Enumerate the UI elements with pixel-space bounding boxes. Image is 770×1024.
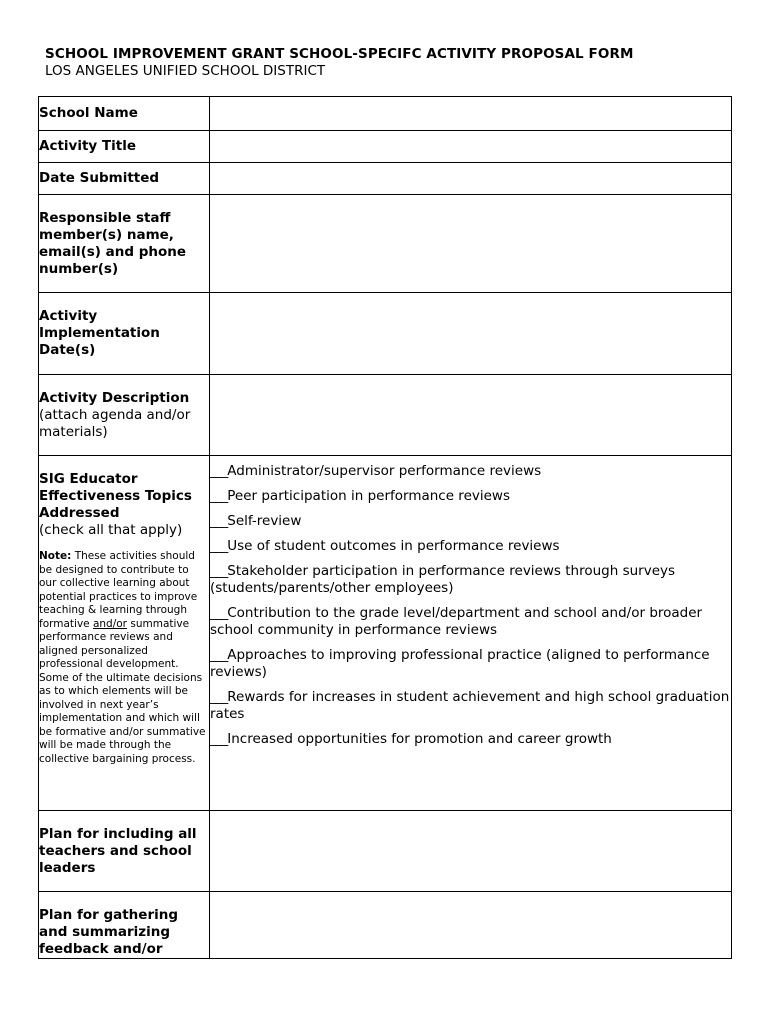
topic-option[interactable]: ___Administrator/supervisor performance reviews (210, 463, 542, 479)
note-heading: Note: (39, 550, 72, 562)
checkbox-blank: ___ (210, 731, 228, 747)
row-plan-teachers (39, 811, 732, 892)
implementation-dates-label: Activity Implementation Date(s) (39, 308, 160, 358)
note-text-part2: summative performance reviews and aligned personalized professional development. Some of the ultimate decisions as to which elements will be involved in next year’s implementation and which will be formative and/or summative will be made through the collective bargaining process. (39, 617, 206, 765)
sig-topics-options (210, 456, 732, 811)
checkbox-blank: ___ (210, 513, 228, 529)
row-implementation-dates (39, 293, 732, 375)
plan-feedback-field[interactable] (210, 892, 732, 959)
topic-option[interactable]: ___Self-review (210, 513, 302, 529)
plan-teachers-label: Plan for including all teachers and school leaders (39, 826, 197, 876)
checkbox-blank: ___ (210, 689, 228, 705)
activity-description-hint: (attach agenda and/or materials) (39, 407, 191, 440)
sig-topics-label: SIG Educator Effectiveness Topics Addressed (39, 471, 192, 521)
row-activity-description (39, 375, 732, 456)
topic-option[interactable]: ___Stakeholder participation in performance reviews through surveys (students/parents/other employees) (210, 563, 676, 596)
date-submitted-label: Date Submitted (39, 170, 160, 186)
checkbox-blank: ___ (210, 647, 228, 663)
note-underlined: and/or (92, 617, 128, 630)
topic-option[interactable]: ___Approaches to improving professional practice (aligned to performance reviews) (210, 647, 710, 680)
row-activity-title (39, 131, 732, 163)
date-submitted-field[interactable] (210, 163, 732, 195)
responsible-staff-label: Responsible staff member(s) name, email(s) and phone number(s) (39, 210, 187, 277)
sig-topics-note (39, 550, 209, 766)
row-plan-feedback (39, 892, 732, 959)
activity-title-label: Activity Title (39, 138, 136, 154)
checkbox-blank: ___ (210, 463, 228, 479)
form-header (45, 46, 633, 80)
plan-teachers-field[interactable] (210, 811, 732, 892)
activity-description-field[interactable] (210, 375, 732, 456)
proposal-form-table (38, 96, 732, 959)
responsible-staff-field[interactable] (210, 195, 732, 293)
school-name-label: School Name (39, 105, 138, 121)
row-school-name (39, 97, 732, 131)
topic-option[interactable]: ___Increased opportunities for promotion and career growth (210, 731, 612, 747)
plan-feedback-label: Plan for gathering and summarizing feedback and/or (39, 907, 179, 957)
checkbox-blank: ___ (210, 563, 228, 579)
checkbox-blank: ___ (210, 488, 228, 504)
activity-description-label: Activity Description (39, 390, 190, 406)
row-responsible-staff (39, 195, 732, 293)
implementation-dates-field[interactable] (210, 293, 732, 375)
activity-title-field[interactable] (210, 131, 732, 163)
topic-option[interactable]: ___Rewards for increases in student achievement and high school graduation rates (210, 689, 730, 722)
district-name: LOS ANGELES UNIFIED SCHOOL DISTRICT (45, 63, 326, 79)
row-sig-topics (39, 456, 732, 811)
checkbox-blank: ___ (210, 605, 228, 621)
school-name-field[interactable] (210, 97, 732, 131)
topic-option[interactable]: ___Peer participation in performance reviews (210, 488, 510, 504)
topic-option[interactable]: ___Contribution to the grade level/department and school and/or broader school community in performance reviews (210, 605, 703, 638)
form-title: SCHOOL IMPROVEMENT GRANT SCHOOL-SPECIFC ACTIVITY PROPOSAL FORM (45, 46, 634, 62)
checkbox-blank: ___ (210, 538, 228, 554)
topic-option[interactable]: ___Use of student outcomes in performance reviews (210, 538, 560, 554)
row-date-submitted (39, 163, 732, 195)
note-text-part1: These activities should be designed to contribute to our collective learning about potential practices to improve teaching & learning through formative (39, 550, 198, 630)
sig-topics-hint: (check all that apply) (39, 522, 183, 538)
